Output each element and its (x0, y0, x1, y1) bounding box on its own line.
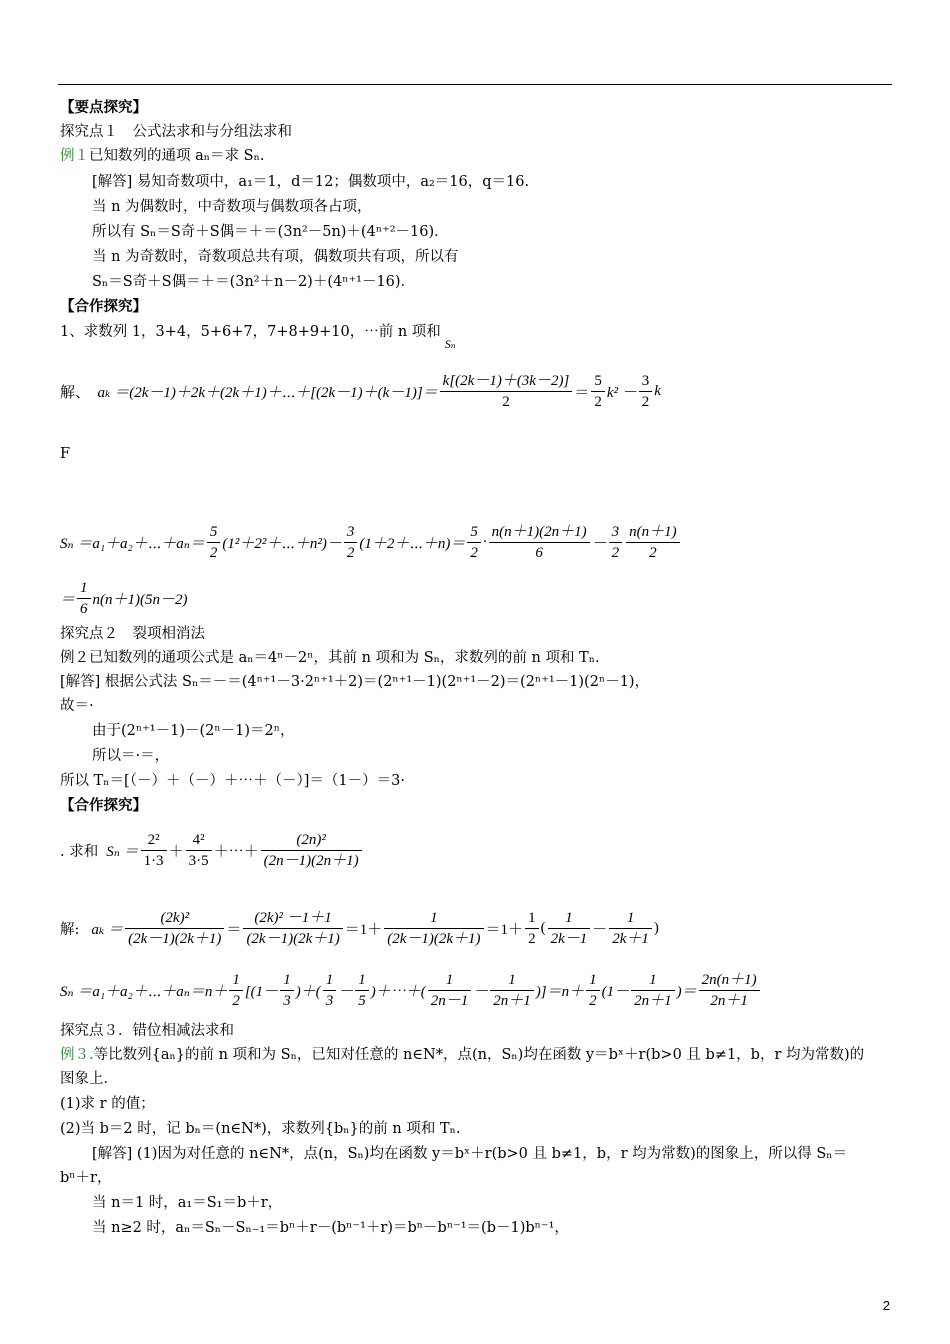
q2-sn-frac-3: $\frac{1}{5}$ (355, 970, 369, 1011)
frac-3-2-b: $\frac{3}{2}$ (609, 522, 623, 563)
equation-sn-result (60, 578, 188, 619)
example-2: 例２已知数列的通项公式是 aₙ＝4ⁿ－2ⁿ，其前 n 项和为 Sₙ，求数列的前 n 项和 Tₙ. (60, 650, 600, 666)
q2-sn-part-3: － (338, 984, 354, 1000)
example-3-text-2: 图象上． (60, 1071, 118, 1087)
example-1-line-2: 当 n 为偶数时，中奇数项与偶数项各占项， (92, 199, 372, 215)
example-2-line-2: 故＝· (60, 698, 94, 714)
q2-sn-part-6: )]＝n＋ (535, 984, 585, 1000)
q2-sn-part-5: － (473, 984, 489, 1000)
section-title-cooperation-2: 【合作探究】 (60, 798, 147, 814)
q2-sn-part-1: [(1－ (244, 984, 279, 1000)
example-3-question-1: (1)求 r 的值； (60, 1096, 155, 1112)
one-plus: ＝1＋ (344, 922, 383, 938)
example-3-solution-4: 当 n≥2 时，aₙ＝Sₙ－Sₙ₋₁＝bⁿ＋r－(bⁿ⁻¹＋r)＝bⁿ－bⁿ⁻¹＝(b－1)bⁿ⁻¹， (92, 1220, 569, 1236)
one-plus: ＝1＋ (485, 922, 524, 938)
q2-sn-lhs: Sₙ ＝a₁＋a₂＋⋯＋aₙ＝n＋ (60, 984, 228, 1000)
example-3-label: 例３. (60, 1047, 94, 1063)
sn-lhs: Sₙ ＝a₁＋a₂＋⋯＋aₙ＝ (60, 536, 205, 552)
example-1-line-4: 当 n 为奇数时，奇数项总共有项，偶数项共有项，所以有 (92, 249, 459, 265)
topic-1-title: 探究点１ 公式法求和与分组法求和 (60, 124, 292, 140)
example-3-solution-2: bⁿ＋r， (60, 1170, 112, 1186)
page-number: 2 (882, 1298, 890, 1313)
q2-sn-frac-5: $\frac{1}{2n+1}$ (490, 970, 534, 1011)
q2-sn-half-2: $\frac{1}{2}$ (586, 970, 600, 1011)
q2-ak-frac-5: $\frac{1}{2k-1}$ (548, 908, 591, 949)
q2-sn-half-1: $\frac{1}{2}$ (229, 970, 243, 1011)
frac-5-2-a: $\frac{5}{2}$ (207, 522, 221, 563)
q2-ak-half: $\frac{1}{2}$ (525, 908, 539, 949)
coef-three-halves: $\frac{3}{2}$ (639, 371, 653, 412)
equation-q2-sn (60, 970, 762, 1011)
plus: ＋ (168, 844, 184, 860)
question-1-sn: Sₙ (444, 337, 456, 351)
q2-lead: . 求和 (60, 844, 99, 860)
example-3-solution-1: [解答] (1)因为对任意的 n∈N*，点(n，Sₙ)均在函数 y＝bˣ＋r(b>0 且 b≠1，b，r 均为常数)的图象上，所以得 Sₙ＝ (92, 1146, 848, 1162)
q2-ak-frac-6: $\frac{1}{2k+1}$ (609, 908, 652, 949)
example-2-line-1: [解答] 根据公式法 Sₙ＝－＝(4ⁿ⁺¹－3·2ⁿ⁺¹＋2)＝(2ⁿ⁺¹－1)(2ⁿ⁺¹－2)＝(2ⁿ⁺¹－1)(2ⁿ－1)， (60, 674, 650, 690)
frac-5-2-b: $\frac{5}{2}$ (467, 522, 481, 563)
q2-ak-frac-3: $\frac{1}{(2k-1)(2k+1)}$ (384, 908, 483, 949)
q2-sn-frac-1: $\frac{1}{3}$ (280, 970, 294, 1011)
section-title-cooperation-1: 【合作探究】 (60, 299, 147, 315)
example-3-solution-3: 当 n＝1 时，a₁＝S₁＝b＋r， (92, 1195, 283, 1211)
equation-sn-1 (60, 522, 682, 563)
equals-sign: ＝ (60, 592, 76, 608)
equation-q2-ak (60, 908, 659, 949)
q2-sn-part-7: (1－ (601, 984, 630, 1000)
topic-2-title: 探究点２ 裂项相消法 (60, 626, 205, 642)
section-title-key-points: 【要点探究】 (60, 100, 147, 116)
q2-sn-frac-2: $\frac{1}{3}$ (323, 970, 337, 1011)
example-1-label: 例１ (60, 148, 89, 164)
example-3 (60, 1045, 864, 1065)
example-2-line-4: 所以＝·＝， (92, 748, 170, 764)
frac-1-6: $\frac{1}{6}$ (77, 578, 91, 619)
q2-frac-2: $\frac{\text{4²}}{3\cdot 5}$ (186, 830, 212, 871)
q2-sn-frac-6: $\frac{1}{2n+1}$ (631, 970, 675, 1011)
dot: · (482, 534, 487, 550)
frac-3-2-a: $\frac{3}{2}$ (344, 522, 358, 563)
equation-ak-1 (60, 371, 661, 412)
dots: ＋⋯＋ (213, 844, 259, 860)
q2-frac-1: $\frac{\text{2²}}{1\cdot 3}$ (141, 830, 167, 871)
example-1-text: 已知数列的通项 aₙ＝求 Sₙ. (89, 148, 265, 164)
example-1-line-3: 所以有 Sₙ＝S奇＋S偶＝＋＝(3n²－5n)＋(4ⁿ⁺²－16)． (92, 224, 449, 240)
equation-q2 (60, 830, 364, 871)
example-2-line-5: 所以 Tₙ＝[（－）＋（－）＋⋯＋（－）]＝（1－）＝3· (60, 773, 405, 789)
topic-3-title: 探究点３．错位相减法求和 (60, 1023, 234, 1039)
example-1-line-1: [解答] 易知奇数项中，a₁＝1，d＝12；偶数项中，a₂＝16，q＝16. (92, 174, 530, 190)
example-1-line-5: Sₙ＝S奇＋S偶＝＋＝(3n²＋n－2)＋(4ⁿ⁺¹－16)． (92, 274, 416, 290)
q2-ak-frac-1: $\frac{\text{(2k)²}}{(2k-1)(2k+1)}$ (125, 908, 224, 949)
ak-fraction: $\frac{k[(2k-1)+(3k-2)]}{2}$ (440, 371, 573, 412)
ak-end: k (654, 383, 661, 399)
minus: － (592, 922, 608, 938)
minus: － (591, 536, 607, 552)
q2-sn-part-2: )＋( (295, 984, 321, 1000)
ak-middle: k² － (606, 385, 637, 401)
equals-sign: ＝ (574, 385, 590, 401)
coef-five-halves: $\frac{5}{2}$ (591, 371, 605, 412)
q2-sn-frac-4: $\frac{1}{2n-1}$ (428, 970, 472, 1011)
example-3-question-2: (2)当 b＝2 时，记 bₙ＝(n∈N*)，求数列{bₙ}的前 n 项和 Tₙ. (60, 1121, 461, 1137)
equals-sign: ＝ (226, 922, 242, 938)
stray-letter: F (60, 446, 71, 462)
q2-ak: aₖ ＝ (91, 922, 124, 938)
frac-sum-linear: $\frac{n(n+1)}{2}$ (626, 522, 680, 563)
example-2-line-3: 由于(2ⁿ⁺¹－1)－(2ⁿ－1)＝2ⁿ， (92, 723, 295, 739)
ak-lead: 解、 aₖ ＝(2k－1)＋2k＋(2k＋1)＋⋯＋[(2k－1)＋(k－1)]＝ (60, 385, 438, 401)
result-tail: n(n＋1)(5n－2) (92, 592, 188, 608)
q2-frac-3: $\frac{\text{(2n)²}}{(2n-1)(2n+1)}$ (261, 830, 362, 871)
frac-sum-squares: $\frac{n(n+1)(2n+1)}{6}$ (489, 522, 590, 563)
q2-sn-part-8: )＝ (676, 984, 697, 1000)
question-1-text: 1、求数列 1，3+4，5+6+7，7+8+9+10，⋯前 n 项和 (60, 324, 441, 340)
q2-sn: Sₙ ＝ (106, 844, 139, 860)
paren-close: ) (653, 920, 659, 936)
question-1 (60, 322, 456, 351)
q2-sn-part-4: )＋⋯＋( (370, 984, 426, 1000)
example-1 (60, 146, 264, 166)
sum-linear: (1＋2＋⋯＋n)＝ (359, 536, 466, 552)
q2-ak-frac-2: $\frac{\text{(2k)² －1＋1}}{(2k-1)(2k+1)}$ (243, 908, 342, 949)
paren-open: ( (540, 920, 546, 936)
header-rule (58, 84, 892, 85)
example-3-text: 等比数列{aₙ}的前 n 项和为 Sₙ，已知对任意的 n∈N*，点(n，Sₙ)均在函数 y＝bˣ＋r(b>0 且 b≠1，b，r 均为常数)的 (93, 1047, 865, 1063)
q2-solution-lead: 解: (60, 922, 80, 938)
sum-squares: (1²＋2²＋⋯＋n²)－ (222, 536, 342, 552)
q2-sn-result: $\frac{2n(n+1)}{2n+1}$ (699, 970, 760, 1011)
